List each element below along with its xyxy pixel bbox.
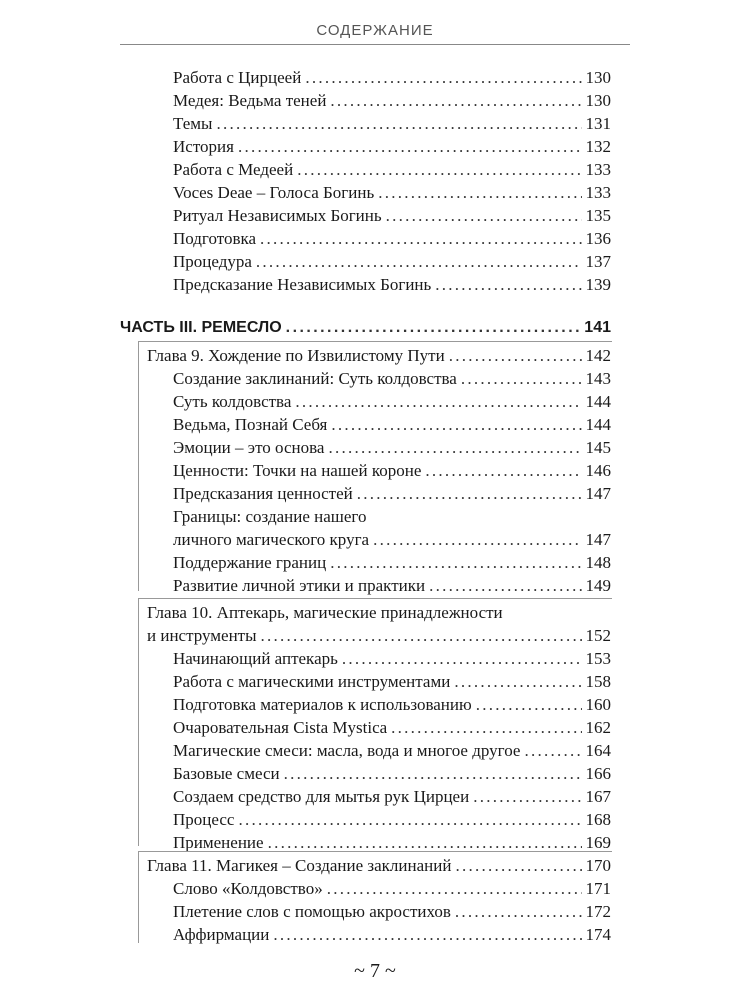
toc-entry-label: Работа с Цирцеей xyxy=(173,68,302,87)
toc-entry-page: 148 xyxy=(585,553,611,572)
leader-dots xyxy=(328,436,581,459)
leader-dots xyxy=(273,923,581,946)
toc-entry-page: 144 xyxy=(585,415,611,434)
leader-dots xyxy=(473,785,581,808)
toc-entry[interactable] xyxy=(173,528,611,551)
toc-entry-page: 160 xyxy=(585,695,611,714)
toc-entry-page: 131 xyxy=(585,114,611,133)
toc-entry-label: Процесс xyxy=(173,810,235,829)
toc-part[interactable] xyxy=(120,316,611,339)
toc-entry-label: Предсказание Независимых Богинь xyxy=(173,275,432,294)
toc-entry-page: 146 xyxy=(585,461,611,480)
leader-dots xyxy=(378,181,581,204)
toc-entry-page: 174 xyxy=(585,925,611,944)
toc-entry-page: 130 xyxy=(585,91,611,110)
toc-chapter-page: 170 xyxy=(585,856,611,875)
toc-entry[interactable] xyxy=(173,135,611,158)
toc-entry-label: Эмоции – это основа xyxy=(173,438,325,457)
toc-entry[interactable] xyxy=(173,923,611,946)
toc-entry[interactable] xyxy=(173,551,611,574)
toc-entry-label: Аффирмации xyxy=(173,925,270,944)
leader-dots xyxy=(331,413,581,436)
toc-entry[interactable] xyxy=(173,367,611,390)
toc-entry[interactable] xyxy=(173,273,611,296)
toc-entry-label: Базовые смеси xyxy=(173,764,280,783)
toc-entry-page: 172 xyxy=(585,902,611,921)
toc-entry-label: Медея: Ведьма теней xyxy=(173,91,327,110)
toc-chapter-label: Глава 11. Магикея – Создание заклинаний xyxy=(147,856,452,875)
toc-entry-line1[interactable]: Границы: создание нашего xyxy=(173,507,367,526)
chapter-bracket xyxy=(138,598,139,846)
leader-dots xyxy=(295,390,581,413)
leader-dots xyxy=(435,273,581,296)
toc-entry-page: 168 xyxy=(585,810,611,829)
toc-chapter-page: 152 xyxy=(585,626,611,645)
toc-entry-page: 137 xyxy=(585,252,611,271)
leader-dots xyxy=(449,344,582,367)
toc-entry-page: 164 xyxy=(585,741,611,760)
toc-entry[interactable] xyxy=(173,785,611,808)
toc-entry-page: 147 xyxy=(585,484,611,503)
chapter-bracket xyxy=(138,851,139,943)
leader-dots xyxy=(429,574,581,597)
leader-dots xyxy=(238,808,581,831)
toc-chapter-line1[interactable]: Глава 10. Аптекарь, магические принадлежности xyxy=(147,603,503,622)
toc-entry[interactable] xyxy=(173,66,611,89)
toc-chapter[interactable] xyxy=(147,854,611,877)
toc-entry-label: Очаровательная Cista Mystica xyxy=(173,718,388,737)
toc-entry-page: 135 xyxy=(585,206,611,225)
leader-dots xyxy=(327,877,582,900)
chapter-divider xyxy=(138,341,612,342)
chapter-divider xyxy=(138,851,612,852)
leader-dots xyxy=(305,66,581,89)
toc-entry[interactable] xyxy=(173,670,611,693)
toc-entry[interactable] xyxy=(173,158,611,181)
toc-entry[interactable] xyxy=(173,482,611,505)
toc-entry-label: Ритуал Независимых Богинь xyxy=(173,206,382,225)
toc-entry[interactable] xyxy=(173,716,611,739)
toc-entry[interactable] xyxy=(173,181,611,204)
toc-part-label: ЧАСТЬ III. РЕМЕСЛО xyxy=(120,319,282,336)
toc-entry[interactable] xyxy=(173,112,611,135)
toc-entry-page: 169 xyxy=(585,833,611,852)
leader-dots xyxy=(286,316,581,339)
toc-entry[interactable] xyxy=(173,877,611,900)
toc-entry[interactable] xyxy=(173,459,611,482)
leader-dots xyxy=(216,112,581,135)
toc-entry[interactable] xyxy=(173,900,611,923)
toc-entry[interactable] xyxy=(173,693,611,716)
leader-dots xyxy=(524,739,581,762)
toc-entry[interactable] xyxy=(173,227,611,250)
toc-entry-label: Плетение слов с помощью акростихов xyxy=(173,902,451,921)
leader-dots xyxy=(373,528,581,551)
toc-entry-page: 144 xyxy=(585,392,611,411)
toc-entry-page: 143 xyxy=(585,369,611,388)
toc-entry-label: Развитие личной этики и практики xyxy=(173,576,426,595)
toc-entry[interactable] xyxy=(173,89,611,112)
leader-dots xyxy=(238,135,582,158)
toc-entry[interactable] xyxy=(173,204,611,227)
leader-dots xyxy=(357,482,582,505)
toc-entry[interactable] xyxy=(173,250,611,273)
toc-entry-label: Темы xyxy=(173,114,213,133)
toc-entry-page: 153 xyxy=(585,649,611,668)
toc-entry-label: Ведьма, Познай Себя xyxy=(173,415,328,434)
leader-dots xyxy=(454,670,581,693)
toc-entry-page: 167 xyxy=(585,787,611,806)
toc-entry[interactable] xyxy=(173,739,611,762)
chapter-bracket xyxy=(138,341,139,591)
leader-dots xyxy=(342,647,582,670)
leader-dots xyxy=(330,551,581,574)
toc-entry[interactable] xyxy=(173,390,611,413)
toc-entry-page: 133 xyxy=(585,160,611,179)
toc-entry-page: 147 xyxy=(585,530,611,549)
toc-entry-label: Voces Deae – Голоса Богинь xyxy=(173,183,375,202)
toc-entry[interactable] xyxy=(173,808,611,831)
leader-dots xyxy=(261,624,582,647)
leader-dots xyxy=(297,158,581,181)
toc-entry[interactable] xyxy=(173,647,611,670)
leader-dots xyxy=(330,89,581,112)
leader-dots xyxy=(386,204,582,227)
toc-entry[interactable] xyxy=(173,574,611,597)
toc-entry-page: 162 xyxy=(585,718,611,737)
toc-entry-label: Суть колдовства xyxy=(173,392,292,411)
toc-entry-label: Работа с Медеей xyxy=(173,160,294,179)
leader-dots xyxy=(260,227,581,250)
toc-entry-page: 139 xyxy=(585,275,611,294)
page-number: ~ 7 ~ xyxy=(354,960,396,982)
toc-entry-label: Магические смеси: масла, вода и многое другое xyxy=(173,741,521,760)
toc-entry-label: Подготовка материалов к использованию xyxy=(173,695,472,714)
toc-entry-label: Работа с магическими инструментами xyxy=(173,672,451,691)
leader-dots xyxy=(391,716,581,739)
toc-entry[interactable] xyxy=(173,413,611,436)
leader-dots xyxy=(455,900,582,923)
toc-entry-label: Применение xyxy=(173,833,264,852)
toc-entry-page: 171 xyxy=(585,879,611,898)
toc-entry-page: 166 xyxy=(585,764,611,783)
toc-entry-label: Поддержание границ xyxy=(173,553,327,572)
toc-entry-label: Создаем средство для мытья рук Цирцеи xyxy=(173,787,470,806)
leader-dots xyxy=(256,250,582,273)
toc-chapter[interactable] xyxy=(147,344,611,367)
toc-entry-label: Начинающий аптекарь xyxy=(173,649,338,668)
toc-entry-page: 132 xyxy=(585,137,611,156)
toc-chapter-page: 142 xyxy=(585,346,611,365)
toc-entry-label: Подготовка xyxy=(173,229,257,248)
leader-dots xyxy=(425,459,581,482)
toc-entry-page: 136 xyxy=(585,229,611,248)
header-rule xyxy=(120,44,630,45)
toc-chapter-label: Глава 9. Хождение по Извилистому Пути xyxy=(147,346,445,365)
toc-entry-page: 133 xyxy=(585,183,611,202)
toc-entry-label: личного магического круга xyxy=(173,530,370,549)
toc-entry-page: 145 xyxy=(585,438,611,457)
leader-dots xyxy=(476,693,582,716)
toc-entry-label: Ценности: Точки на нашей короне xyxy=(173,461,422,480)
toc-entry-label: Процедура xyxy=(173,252,252,271)
toc-entry-label: Предсказания ценностей xyxy=(173,484,353,503)
toc-entry-label: История xyxy=(173,137,234,156)
toc-part-page: 141 xyxy=(584,319,611,336)
leader-dots xyxy=(461,367,582,390)
toc-entry-page: 158 xyxy=(585,672,611,691)
toc-entry-label: Создание заклинаний: Суть колдовства xyxy=(173,369,457,388)
toc-entry[interactable] xyxy=(173,762,611,785)
toc-entry-page: 149 xyxy=(585,576,611,595)
toc-chapter[interactable] xyxy=(147,624,611,647)
toc-entry-label: Слово «Колдовство» xyxy=(173,879,323,898)
toc-entry[interactable] xyxy=(173,436,611,459)
toc-entry-page: 130 xyxy=(585,68,611,87)
leader-dots xyxy=(284,762,582,785)
running-header: СОДЕРЖАНИЕ xyxy=(316,22,434,39)
chapter-divider xyxy=(138,598,612,599)
leader-dots xyxy=(455,854,581,877)
toc-chapter-label: и инструменты xyxy=(147,626,257,645)
